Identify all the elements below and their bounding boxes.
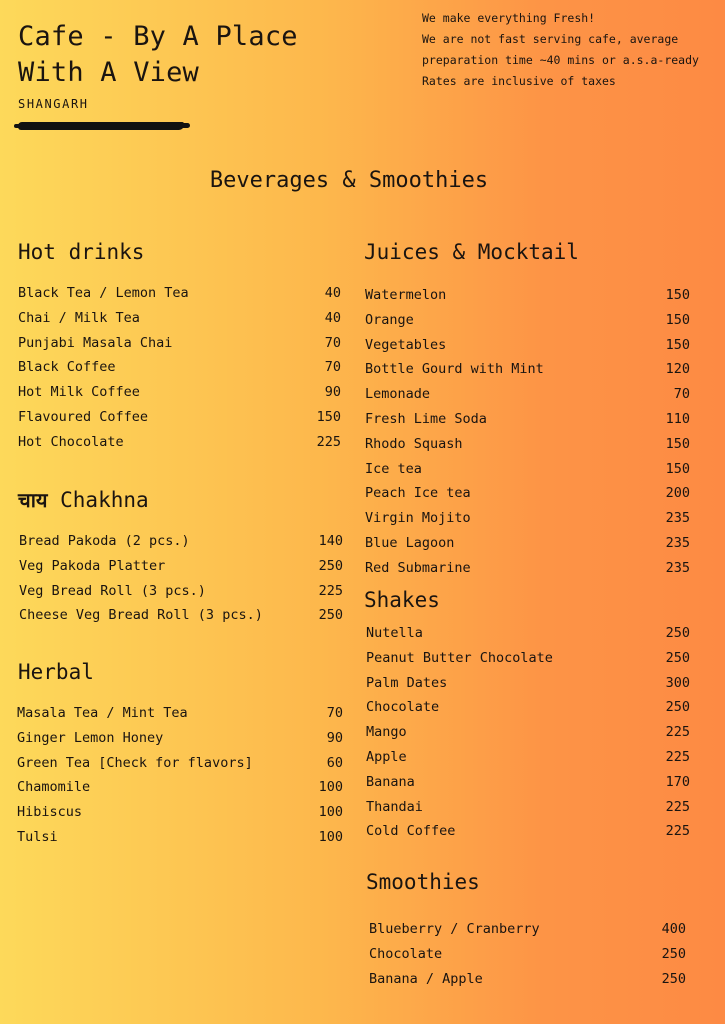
note-taxes: Rates are inclusive of taxes [422,74,616,88]
menu-item-price: 150 [665,311,690,328]
section-title-chakhna [18,486,149,513]
menu-item-name: Vegetables [365,336,447,353]
menu-item-price: 90 [324,384,341,401]
menu-item-price: 225 [665,749,690,765]
menu-item-price: 400 [661,921,686,937]
menu-item-name: Thandai [366,798,423,815]
section-title-herbal: Herbal [18,660,94,684]
menu-item-name: Virgin Mojito [365,510,471,527]
menu-item-name: Hot Milk Coffee [18,384,140,401]
menu-item-price: 250 [318,557,343,574]
menu-item-name: Chocolate [369,945,443,962]
menu-item-price: 250 [661,970,686,987]
page-heading: Beverages & Smoothies [209,168,489,193]
menu-item-name: Veg Pakoda Platter [19,557,166,574]
menu-item-price: 225 [665,724,690,741]
menu-item-price: 250 [665,649,690,666]
section-title-hot-drinks: Hot drinks [18,240,145,264]
menu-item-price: 100 [318,804,343,821]
menu-item-name: Peanut Butter Chocolate [366,649,553,666]
menu-item-name: Nutella [366,625,423,641]
menu-item-name: Cheese Veg Bread Roll (3 pcs.) [19,607,263,624]
cafe-title-line-2: With A View [18,57,200,88]
menu-item-name: Peach Ice tea [365,485,471,502]
menu-item-name: Punjabi Masala Chai [18,334,173,351]
menu-item-price: 120 [665,361,690,378]
menu-item-name: Lemonade [365,386,431,403]
menu-item-name: Masala Tea / Mint Tea [17,705,188,721]
menu-item-name: Orange [365,311,414,328]
menu-item-name: Green Tea [Check for flavors] [17,754,253,771]
note-prep-time: preparation time ~40 mins or a.s.a-ready [422,53,699,67]
menu-item-price: 70 [673,386,690,403]
menu-item-price: 150 [665,287,690,303]
menu-item-price: 40 [324,285,341,301]
menu-item-price: 150 [665,336,690,353]
menu-item-name: Blueberry / Cranberry [369,921,540,937]
menu-item-name: Mango [366,724,407,741]
menu-item-price: 300 [665,674,690,691]
menu-item-price: 140 [318,533,343,549]
menu-item-name: Blue Lagoon [365,535,455,551]
section-title-chakhna-label: Chakhna [60,488,149,512]
menu-item-price: 170 [665,773,690,790]
menu-item-name: Red Submarine [365,559,471,576]
note-fresh: We make everything Fresh! [422,11,596,25]
menu-item-price: 225 [665,823,690,840]
menu-item-name: Chamomile [17,779,91,796]
menu-item-name: Hibiscus [17,804,83,821]
menu-item-name: Watermelon [365,287,447,303]
menu-item-price: 250 [318,607,343,624]
menu-item-price: 225 [316,433,341,450]
menu-item-name: Banana [366,773,415,790]
cafe-title-line-1: Cafe - By A Place [18,21,298,52]
menu-item-name: Ginger Lemon Honey [17,729,164,746]
menu-item-price: 250 [665,625,690,641]
menu-item-price: 225 [665,798,690,815]
menu-item-price: 250 [665,699,690,716]
menu-item-price: 150 [665,460,690,477]
menu-item-price: 235 [665,535,690,551]
menu-item-name: Tulsi [17,829,58,845]
menu-item-name: Black Coffee [18,359,116,376]
menu-item-price: 60 [326,754,343,771]
menu-item-name: Palm Dates [366,674,448,691]
menu-item-name: Fresh Lime Soda [365,411,487,427]
menu-item-price: 70 [324,334,341,351]
menu-item-price: 70 [326,705,343,721]
menu-item-price: 100 [318,829,343,845]
menu-item-price: 200 [665,485,690,502]
location-label: SHANGARH [18,97,89,111]
menu-item-name: Hot Chocolate [18,433,124,450]
menu-item-price: 250 [661,945,686,962]
menu-item-name: Veg Bread Roll (3 pcs.) [19,582,206,599]
menu-item-price: 150 [316,409,341,425]
menu-item-price: 100 [318,779,343,796]
menu-item-name: Black Tea / Lemon Tea [18,285,189,301]
menu-item-price: 40 [324,309,341,326]
menu-item-name: Flavoured Coffee [18,409,149,425]
menu-item-price: 70 [324,359,341,376]
menu-item-name: Rhodo Squash [365,435,463,452]
menu-item-name: Bottle Gourd with Mint [365,361,544,378]
section-title-shakes: Shakes [364,588,440,612]
menu-item-price: 235 [665,559,690,576]
brush-stroke-divider [18,122,184,130]
section-title-hindi: चाय [18,488,48,512]
section-title-juices-mocktail: Juices & Mocktail [364,240,579,264]
section-title-smoothies: Smoothies [366,870,480,894]
menu-item-name: Ice tea [365,460,422,477]
menu-item-price: 150 [665,435,690,452]
menu-item-name: Banana / Apple [369,970,483,987]
menu-item-price: 235 [665,510,690,527]
menu-item-price: 225 [318,582,343,599]
menu-item-price: 90 [326,729,343,746]
menu-notes [422,8,699,92]
menu-item-price: 110 [665,411,690,427]
note-not-fast: We are not fast serving cafe, average [422,32,679,46]
menu-item-name: Chocolate [366,699,440,716]
menu-item-name: Apple [366,749,407,765]
menu-item-name: Bread Pakoda (2 pcs.) [19,533,190,549]
menu-item-name: Chai / Milk Tea [18,309,140,326]
menu-item-name: Cold Coffee [366,823,456,840]
